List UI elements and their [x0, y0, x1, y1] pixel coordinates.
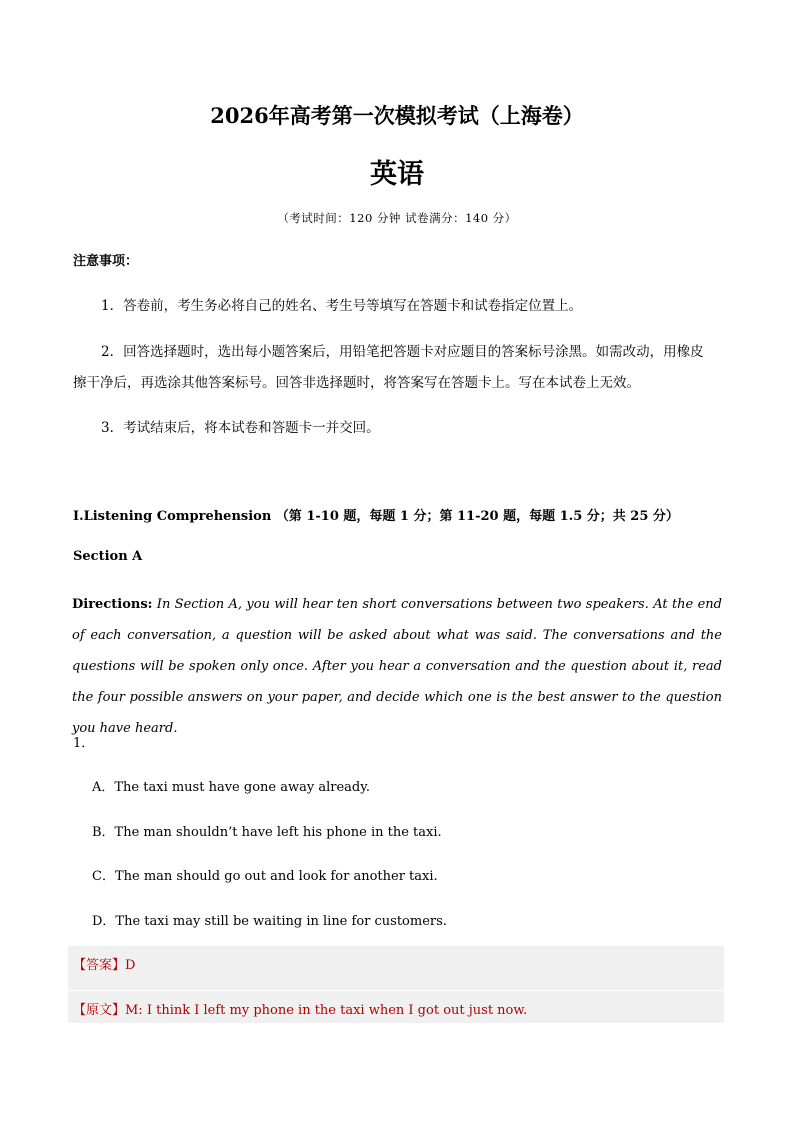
exam-title: 2026年高考第一次模拟考试（上海卷）	[210, 103, 584, 128]
answer-text: 【答案】D	[73, 958, 136, 973]
answer-box	[68, 946, 724, 990]
section-a-heading: Section A	[73, 549, 143, 564]
option-d: D．The taxi may still be waiting in line for customers.	[92, 914, 447, 929]
option-c: C．The man should go out and look for another taxi.	[92, 869, 438, 884]
question-number: 1．	[73, 736, 95, 751]
original-text-box	[68, 991, 724, 1023]
subject-title: 英语	[370, 159, 424, 190]
original-text: 【原文】M: I think I left my phone in the taxi when I got out just now.	[73, 1003, 528, 1018]
directions	[72, 589, 722, 744]
notice-item-1: 1．答卷前，考生务必将自己的姓名、考生号等填写在答题卡和试卷指定位置上。	[101, 298, 583, 314]
notice-item-2-line-2: 擦干净后，再选涂其他答案标号。回答非选择题时，将答案写在答题卡上。写在本试卷上无效。	[73, 375, 640, 391]
directions-text: In Section A, you will hear ten short conversations between two speakers. At the end of each conversation, a question will be asked about what was said. The conversations and the questions will be spoken only once. After you hear a conversation and the question about it, read the four possible answers on your paper, and decide which one is the best answer to the question you have heard.	[72, 597, 722, 736]
exam-info: （考试时间：120 分钟 试卷满分：140 分）	[277, 211, 517, 225]
section-heading: I.Listening Comprehension （第 1-10 题，每题 1 分；第 11-20 题，每题 1.5 分；共 25 分）	[73, 509, 679, 524]
directions-label: Directions:	[72, 597, 153, 612]
option-b: B．The man shouldn’t have left his phone in the taxi.	[92, 825, 442, 840]
notice-item-2-line-1: 2．回答选择题时，选出每小题答案后，用铅笔把答题卡对应题目的答案标号涂黑。如需改动，用橡皮	[101, 344, 704, 360]
notice-heading: 注意事项：	[73, 254, 139, 269]
notice-item-3: 3．考试结束后，将本试卷和答题卡一并交回。	[101, 420, 380, 436]
option-a: A．The taxi must have gone away already.	[92, 780, 370, 795]
